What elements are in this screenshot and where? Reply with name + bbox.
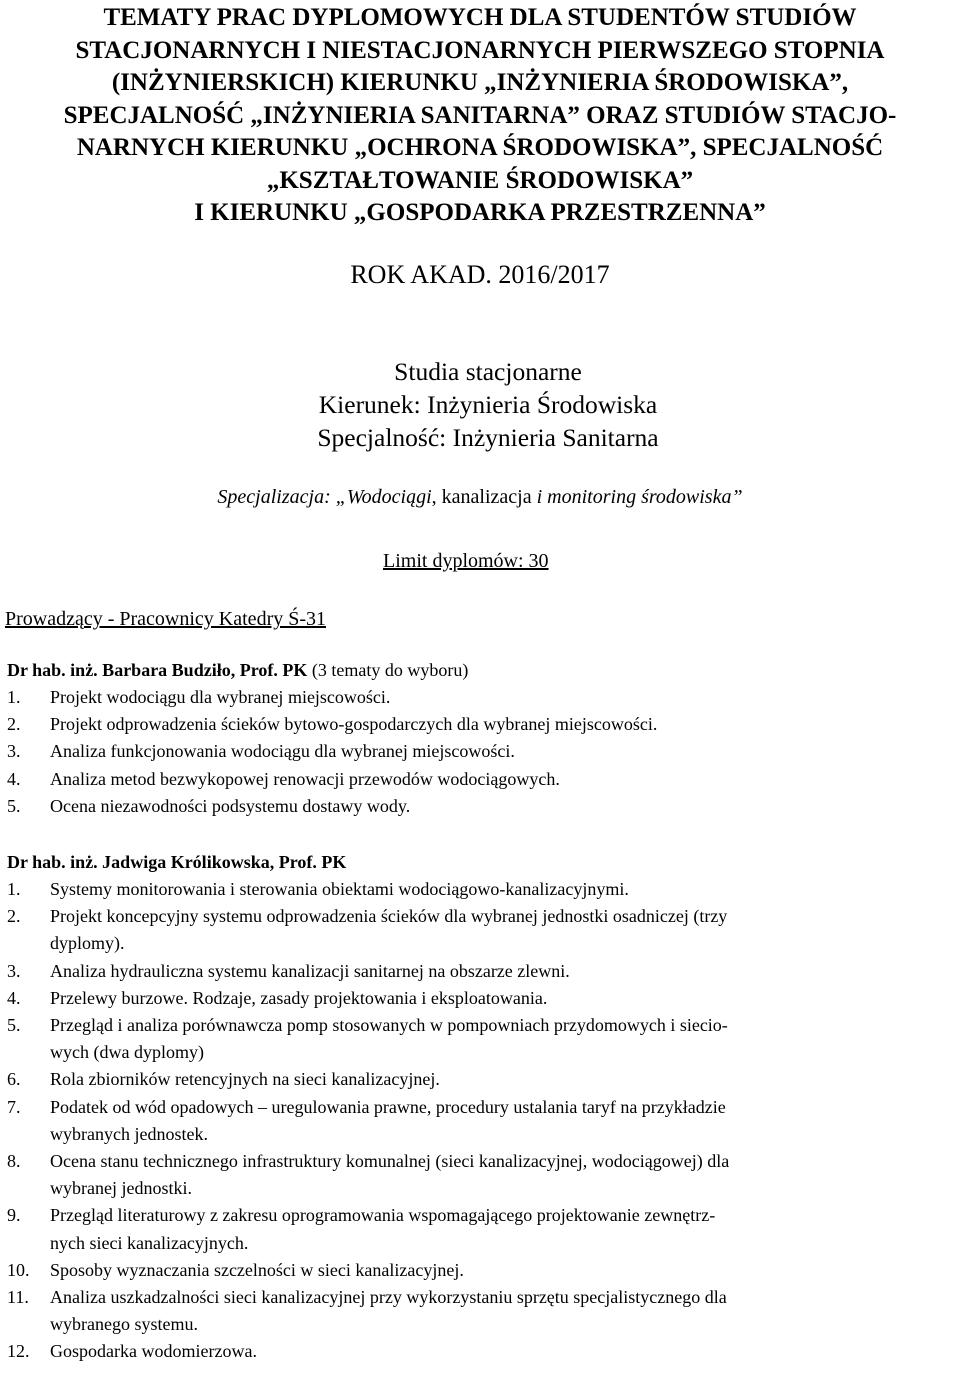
topic-item	[0, 1148, 729, 1202]
topic-item	[0, 684, 657, 711]
topic-text: Analiza uszkadzalności sieci kanalizacyjnej przy wykorzystaniu sprzętu specjalistycznego dla	[50, 1287, 727, 1308]
topic-item	[0, 1284, 729, 1338]
topic-item	[0, 1066, 729, 1093]
specialization	[0, 484, 960, 510]
topic-text: Analiza hydrauliczna systemu kanalizacji sanitarnej na obszarze zlewni.	[50, 960, 570, 981]
topic-text: Przegląd literaturowy z zakresu oprogramowania wspomagającego projektowanie zewnętrz-	[50, 1205, 716, 1226]
title-line: I KIERUNKU „GOSPODARKA PRZESTRZENNA”	[194, 199, 766, 226]
topic-number: 7.	[7, 1096, 21, 1117]
topic-number: 5.	[7, 1015, 21, 1036]
diploma-limit: Limit dyplomów: 30	[383, 550, 549, 572]
topic-text: Analiza metod bezwykopowej renowacji przewodów wodociągowych.	[50, 768, 560, 789]
title-line: NARNYCH KIERUNKU „OCHRONA ŚRODOWISKA”, SPECJALNOŚĆ	[76, 134, 884, 161]
topic-item	[0, 958, 729, 985]
title-line: SPECJALNOŚĆ „INŻYNIERIA SANITARNA” ORAZ STUDIÓW STACJO-	[63, 101, 897, 129]
topic-text: Projekt odprowadzenia ścieków bytowo-gospodarczych dla wybranej miejscowości.	[50, 714, 658, 735]
topic-text: Ocena stanu technicznego infrastruktury komunalnej (sieci kanalizacyjnej, wodociągowej) dla	[50, 1151, 730, 1172]
study-info	[0, 355, 960, 454]
topic-text: Rola zbiorników retencyjnych na sieci kanalizacyjnej.	[50, 1069, 440, 1090]
supervisors-heading: Prowadzący - Pracownicy Katedry Ś-31	[5, 608, 327, 630]
supervisor-name-text: Dr hab. inż. Jadwiga Królikowska, Prof. PK	[7, 852, 347, 872]
topic-list	[0, 684, 657, 820]
topic-number: 3.	[7, 741, 21, 762]
specialty: Specjalność: Inżynieria Sanitarna	[317, 423, 659, 452]
topic-number: 4.	[7, 768, 21, 789]
topic-text: wybranej jednostki.	[50, 1178, 192, 1199]
topic-text: Przegląd i analiza porównawcza pomp stosowanych w pompowniach przydomowych i siecio-	[50, 1015, 728, 1036]
topic-text: wych (dwa dyplomy)	[50, 1042, 204, 1063]
supervisor-note: (3 tematy do wyboru)	[307, 660, 469, 680]
topic-number: 1.	[7, 687, 21, 707]
field-of-study: Kierunek: Inżynieria Środowiska	[318, 390, 658, 419]
topic-number: 4.	[7, 987, 21, 1008]
topic-item	[0, 1202, 729, 1256]
topic-item	[0, 738, 657, 765]
specialization-prefix: Specjalizacja: „Wodociągi	[217, 486, 432, 508]
topic-text: dyplomy).	[50, 933, 125, 954]
topic-item	[0, 793, 657, 820]
topic-item	[0, 903, 729, 957]
title-line: STACJONARNYCH I NIESTACJONARNYCH PIERWSZEGO STOPNIA	[75, 36, 885, 64]
topic-number: 3.	[7, 960, 21, 981]
topic-text: Podatek od wód opadowych – uregulowania prawne, procedury ustalania taryf na przykładzie	[50, 1096, 726, 1117]
topic-number: 2.	[7, 906, 21, 927]
topic-number: 5.	[7, 795, 21, 816]
topic-number: 12.	[7, 1341, 30, 1362]
topic-text: Systemy monitorowania i sterowania obiektami wodociągowo-kanalizacyjnymi.	[50, 879, 629, 899]
topic-item	[0, 766, 657, 793]
topic-text: Gospodarka wodomierzowa.	[50, 1341, 257, 1362]
supervisor-name	[7, 851, 346, 874]
topic-text: nych sieci kanalizacyjnych.	[50, 1232, 249, 1253]
study-mode: Studia stacjonarne	[394, 357, 582, 386]
topic-text: Projekt wodociągu dla wybranej miejscowości.	[50, 687, 391, 707]
topic-number: 6.	[7, 1069, 21, 1090]
topic-text: wybranych jednostek.	[50, 1123, 208, 1144]
topic-list	[0, 876, 729, 1366]
topic-text: wybranego systemu.	[50, 1314, 198, 1335]
topic-item	[0, 1338, 729, 1365]
topic-text: Przelewy burzowe. Rodzaje, zasady projektowania i eksploatowania.	[50, 987, 548, 1008]
topic-item	[0, 985, 729, 1012]
topic-text: Analiza funkcjonowania wodociągu dla wybranej miejscowości.	[50, 741, 515, 762]
topic-item	[0, 711, 657, 738]
topic-text: Ocena niezawodności podsystemu dostawy wody.	[50, 795, 411, 816]
title-line: (INŻYNIERSKICH) KIERUNKU „INŻYNIERIA ŚRODOWISKA”,	[111, 69, 849, 96]
topic-item	[0, 1257, 729, 1284]
topic-number: 10.	[7, 1259, 30, 1280]
topic-number: 9.	[7, 1205, 21, 1226]
topic-item	[0, 1094, 729, 1148]
topic-text: Sposoby wyznaczania szczelności w sieci kanalizacyjnej.	[50, 1259, 464, 1280]
topic-number: 1.	[7, 879, 21, 899]
specialization-middle: , kanalizacja	[431, 486, 532, 508]
academic-year: ROK AKAD. 2016/2017	[350, 260, 610, 289]
title-line: „KSZTAŁTOWANIE ŚRODOWISKA”	[266, 166, 694, 194]
title-line: TEMATY PRAC DYPLOMOWYCH DLA STUDENTÓW STUDIÓW	[103, 4, 857, 31]
topic-item	[0, 876, 729, 903]
topic-text: Projekt koncepcyjny systemu odprowadzenia ścieków dla wybranej jednostki osadniczej (trzy	[50, 906, 728, 927]
topic-number: 11.	[7, 1287, 29, 1308]
document-title	[20, 2, 940, 230]
supervisor-name-text: Dr hab. inż. Barbara Budziło, Prof. PK	[7, 660, 308, 680]
supervisor-name	[7, 659, 468, 682]
topic-item	[0, 1012, 729, 1066]
topic-number: 8.	[7, 1151, 21, 1172]
topic-number: 2.	[7, 714, 21, 735]
specialization-suffix: i monitoring środowiska”	[531, 486, 743, 508]
